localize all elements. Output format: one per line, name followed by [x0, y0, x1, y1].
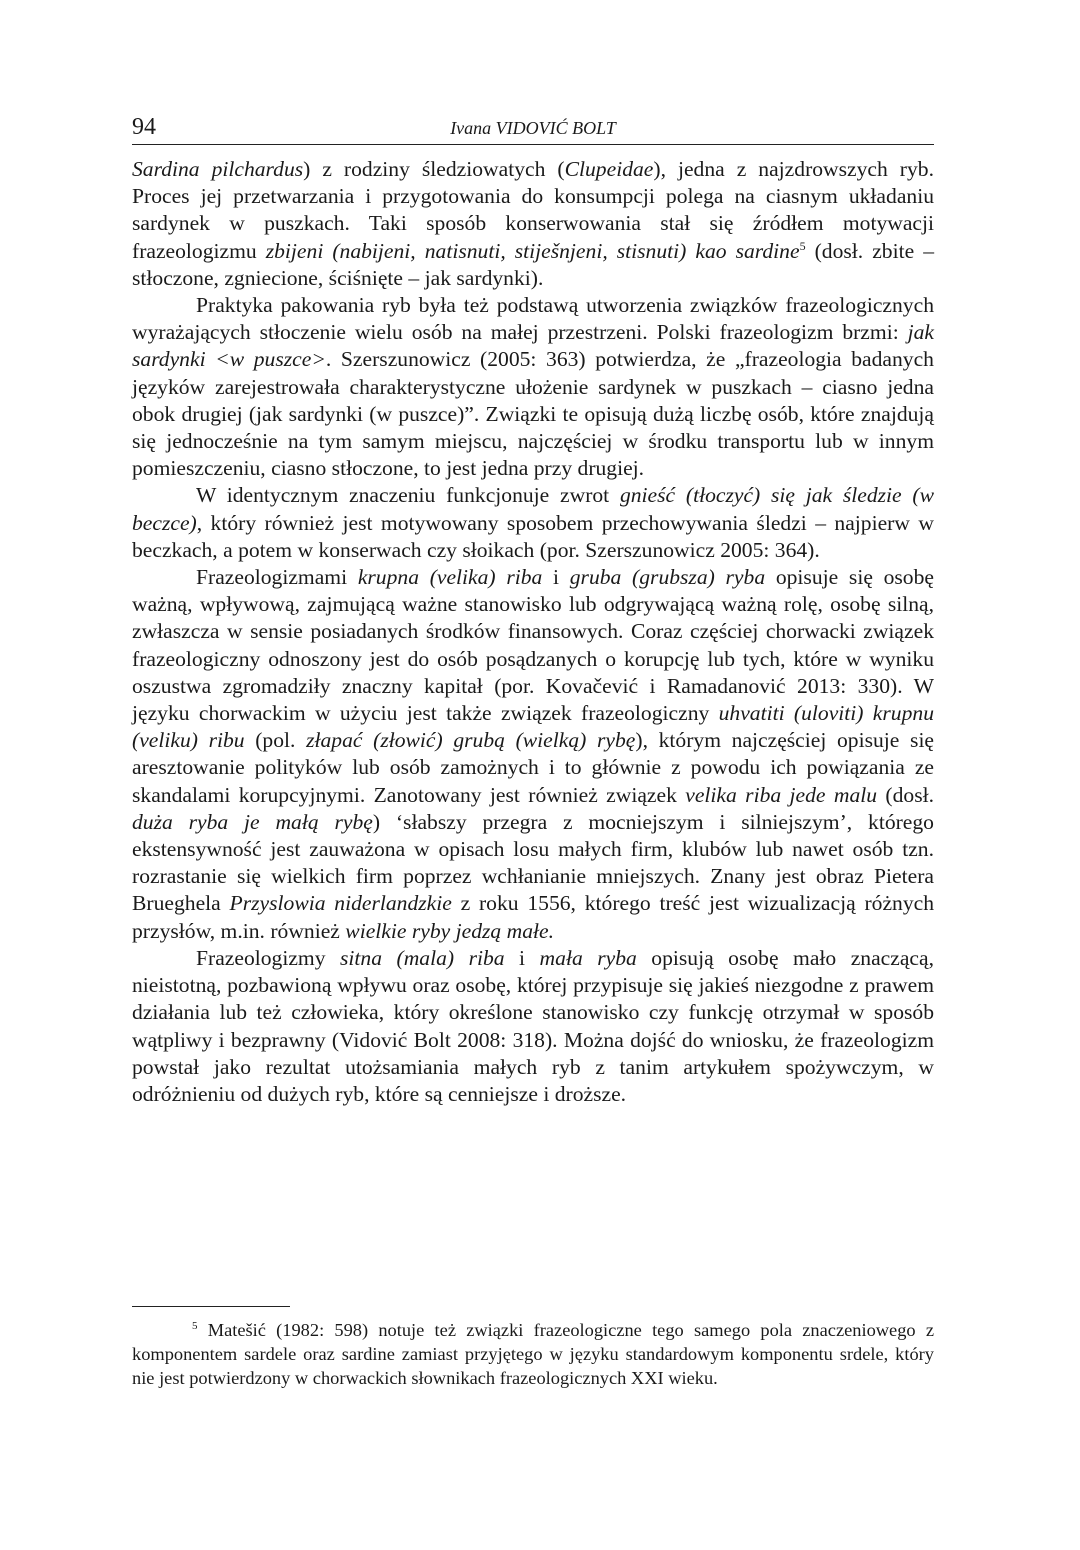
footnote-5: [132, 1318, 934, 1390]
text-run: z roku 1556, którego treść jest wizualizacją różnych przysłów, m.in. również: [132, 891, 935, 943]
text-run: W identycznym znaczeniu funkcjonuje zwrot: [196, 483, 620, 508]
italic-text: mała ryba: [539, 945, 637, 970]
page-header: [132, 112, 934, 145]
italic-text: Sardina pilchardus: [132, 157, 304, 181]
text-run: (dosł. zbite – stłoczone, zgniecione, ściśnięte – jak sardynki).: [132, 238, 934, 290]
footnote-separator: [132, 1306, 290, 1307]
italic-text: krupna (velika) riba: [357, 565, 543, 590]
italic-text: uhvatiti (uloviti) krupnu (veliku) ribu: [132, 701, 934, 753]
italic-text: zbijeni (nabijeni, natisnuti, stiješnjeni, stisnuti) kao sardine: [265, 238, 800, 263]
text-run: Matešić (1982: 598) notuje też związki frazeologiczne tego samego pola znaczeniowego z komponentem sardele oraz sardine zamiast przyjętego w języku standardowym komponentu srdele, który nie jest potwierdzony w chorwackich słownikach frazeologicznych XXI wieku.: [132, 1320, 934, 1388]
italic-text: gruba (grubsza) ryba: [569, 565, 766, 590]
text-run: opisują osobę mało znaczącą, nieistotną, pozbawioną wpływu oraz osobę, której przypisuje się jakieś niezgodne z prawem działania lub też człowieka, który określone stanowisko czy funkcję otrzymał w sposób wątpliwy i bezprawny (Vidović Bolt 2008: 318). Można dojść do wniosku, że frazeologizm powstał jako rezultat utożsamiania małych ryb z tanim artykułem spożywczym, w odróżnieniu od dużych ryb, które są cenniejsze i droższe.: [132, 945, 934, 1106]
text-run: Frazeologizmy: [196, 945, 341, 970]
paragraph: [132, 482, 934, 564]
italic-text: Clupeidae: [564, 157, 654, 181]
main-text: [132, 156, 934, 1108]
text-run: Praktyka pakowania ryb była też podstawą utworzenia związków frazeologicznych wyrażających stłoczenie wielu osób na małej przestrzeni. Polski frazeologizm brzmi:: [132, 293, 934, 345]
italic-text: złapać (złowić) grubą (wielką) rybę: [306, 728, 636, 753]
text-run: i: [504, 945, 540, 970]
text-run: ) ‘słabszy przegra z mocniejszym i silniejszym’, którego ekstensywność jest zauważona w opisach losu małych firm, klubów lub nawet osób tzn. rozrastanie się wielkich firm poprzez wchłanianie mniejszych. Znany jest obraz Pietera Brueghela: [132, 809, 934, 916]
text-run: (pol.: [244, 728, 307, 753]
italic-text: jak sardynki <w puszce>: [132, 320, 934, 372]
paragraph: [132, 292, 934, 482]
text-run: . Szerszunowicz (2005: 363) potwierdza, że „frazeologia badanych języków zarejestrowała charakterystyczne ułożenie sardynek w puszkach – ciasno jedna obok drugiej (jak sardynki (w puszce)”. Związki te opisują dużą liczbę osób, które znajdują się jednocześnie na tym samym miejscu, najczęściej w środku transportu lub w innym pomieszczeniu, ciasno stłoczone, to jest jedna przy drugiej.: [132, 347, 934, 481]
text-run: (dosł.: [877, 782, 934, 807]
footnote-marker: 5: [799, 238, 806, 253]
running-head-author: Ivana VIDOVIĆ BOLT: [450, 118, 616, 138]
italic-text: velika riba jede malu: [685, 782, 878, 807]
footnote-marker: 5: [192, 1319, 198, 1332]
italic-text: gnieść (tłoczyć) się jak śledzie (w beczce): [132, 483, 934, 535]
text-run: , który również jest motywowany sposobem przechowywania śledzi – najpierw w beczkach, a potem w konserwach czy słoikach (por. Szerszunowicz 2005: 364).: [132, 510, 934, 562]
text-run: opisuje się osobę ważną, wpływową, zajmującą ważne stanowisko lub odgrywającą ważną rolę, osobę silną, zwłaszcza w sensie posiadanych środków finansowych. Coraz częściej chorwacki związek frazeologiczny odnoszony jest do osób posądzanych o korupcję lub tych, które w wyniku oszustwa zgromadziły znaczny kapitał (por. Kovačević i Ramadanović 2013: 330). W języku chorwackim w użyciu jest także związek frazeologiczny: [132, 565, 934, 726]
text-run: ), którym najczęściej opisuje się aresztowanie polityków lub osób zamożnych i to głównie z powodu ich powiązania ze skandalami korupcyjnymi. Zanotowany jest również związek: [132, 728, 935, 807]
paragraph: [132, 945, 934, 1108]
text-run: Frazeologizmami: [196, 565, 358, 590]
text-run: ) z rodziny śledziowatych (: [303, 157, 565, 181]
italic-text: sitna (mala) riba: [340, 945, 505, 970]
page-number: 94: [132, 114, 156, 140]
text-run: i: [542, 565, 570, 590]
text-run: ), jedna z najzdrowszych ryb. Proces jej przetwarzania i przygotowania do konsumpcji polega na ciasnym układaniu sardynek w puszkach. Taki sposób konserwowania stał się źródłem motywacji frazeologizmu: [132, 157, 934, 263]
paragraph: [132, 564, 934, 945]
italic-text: duża ryba je małą rybę: [132, 809, 373, 834]
italic-text: Przyslowia niderlandzkie: [229, 891, 452, 916]
italic-text: wielkie ryby jedzą małe.: [345, 918, 554, 943]
paragraph: [132, 156, 934, 292]
